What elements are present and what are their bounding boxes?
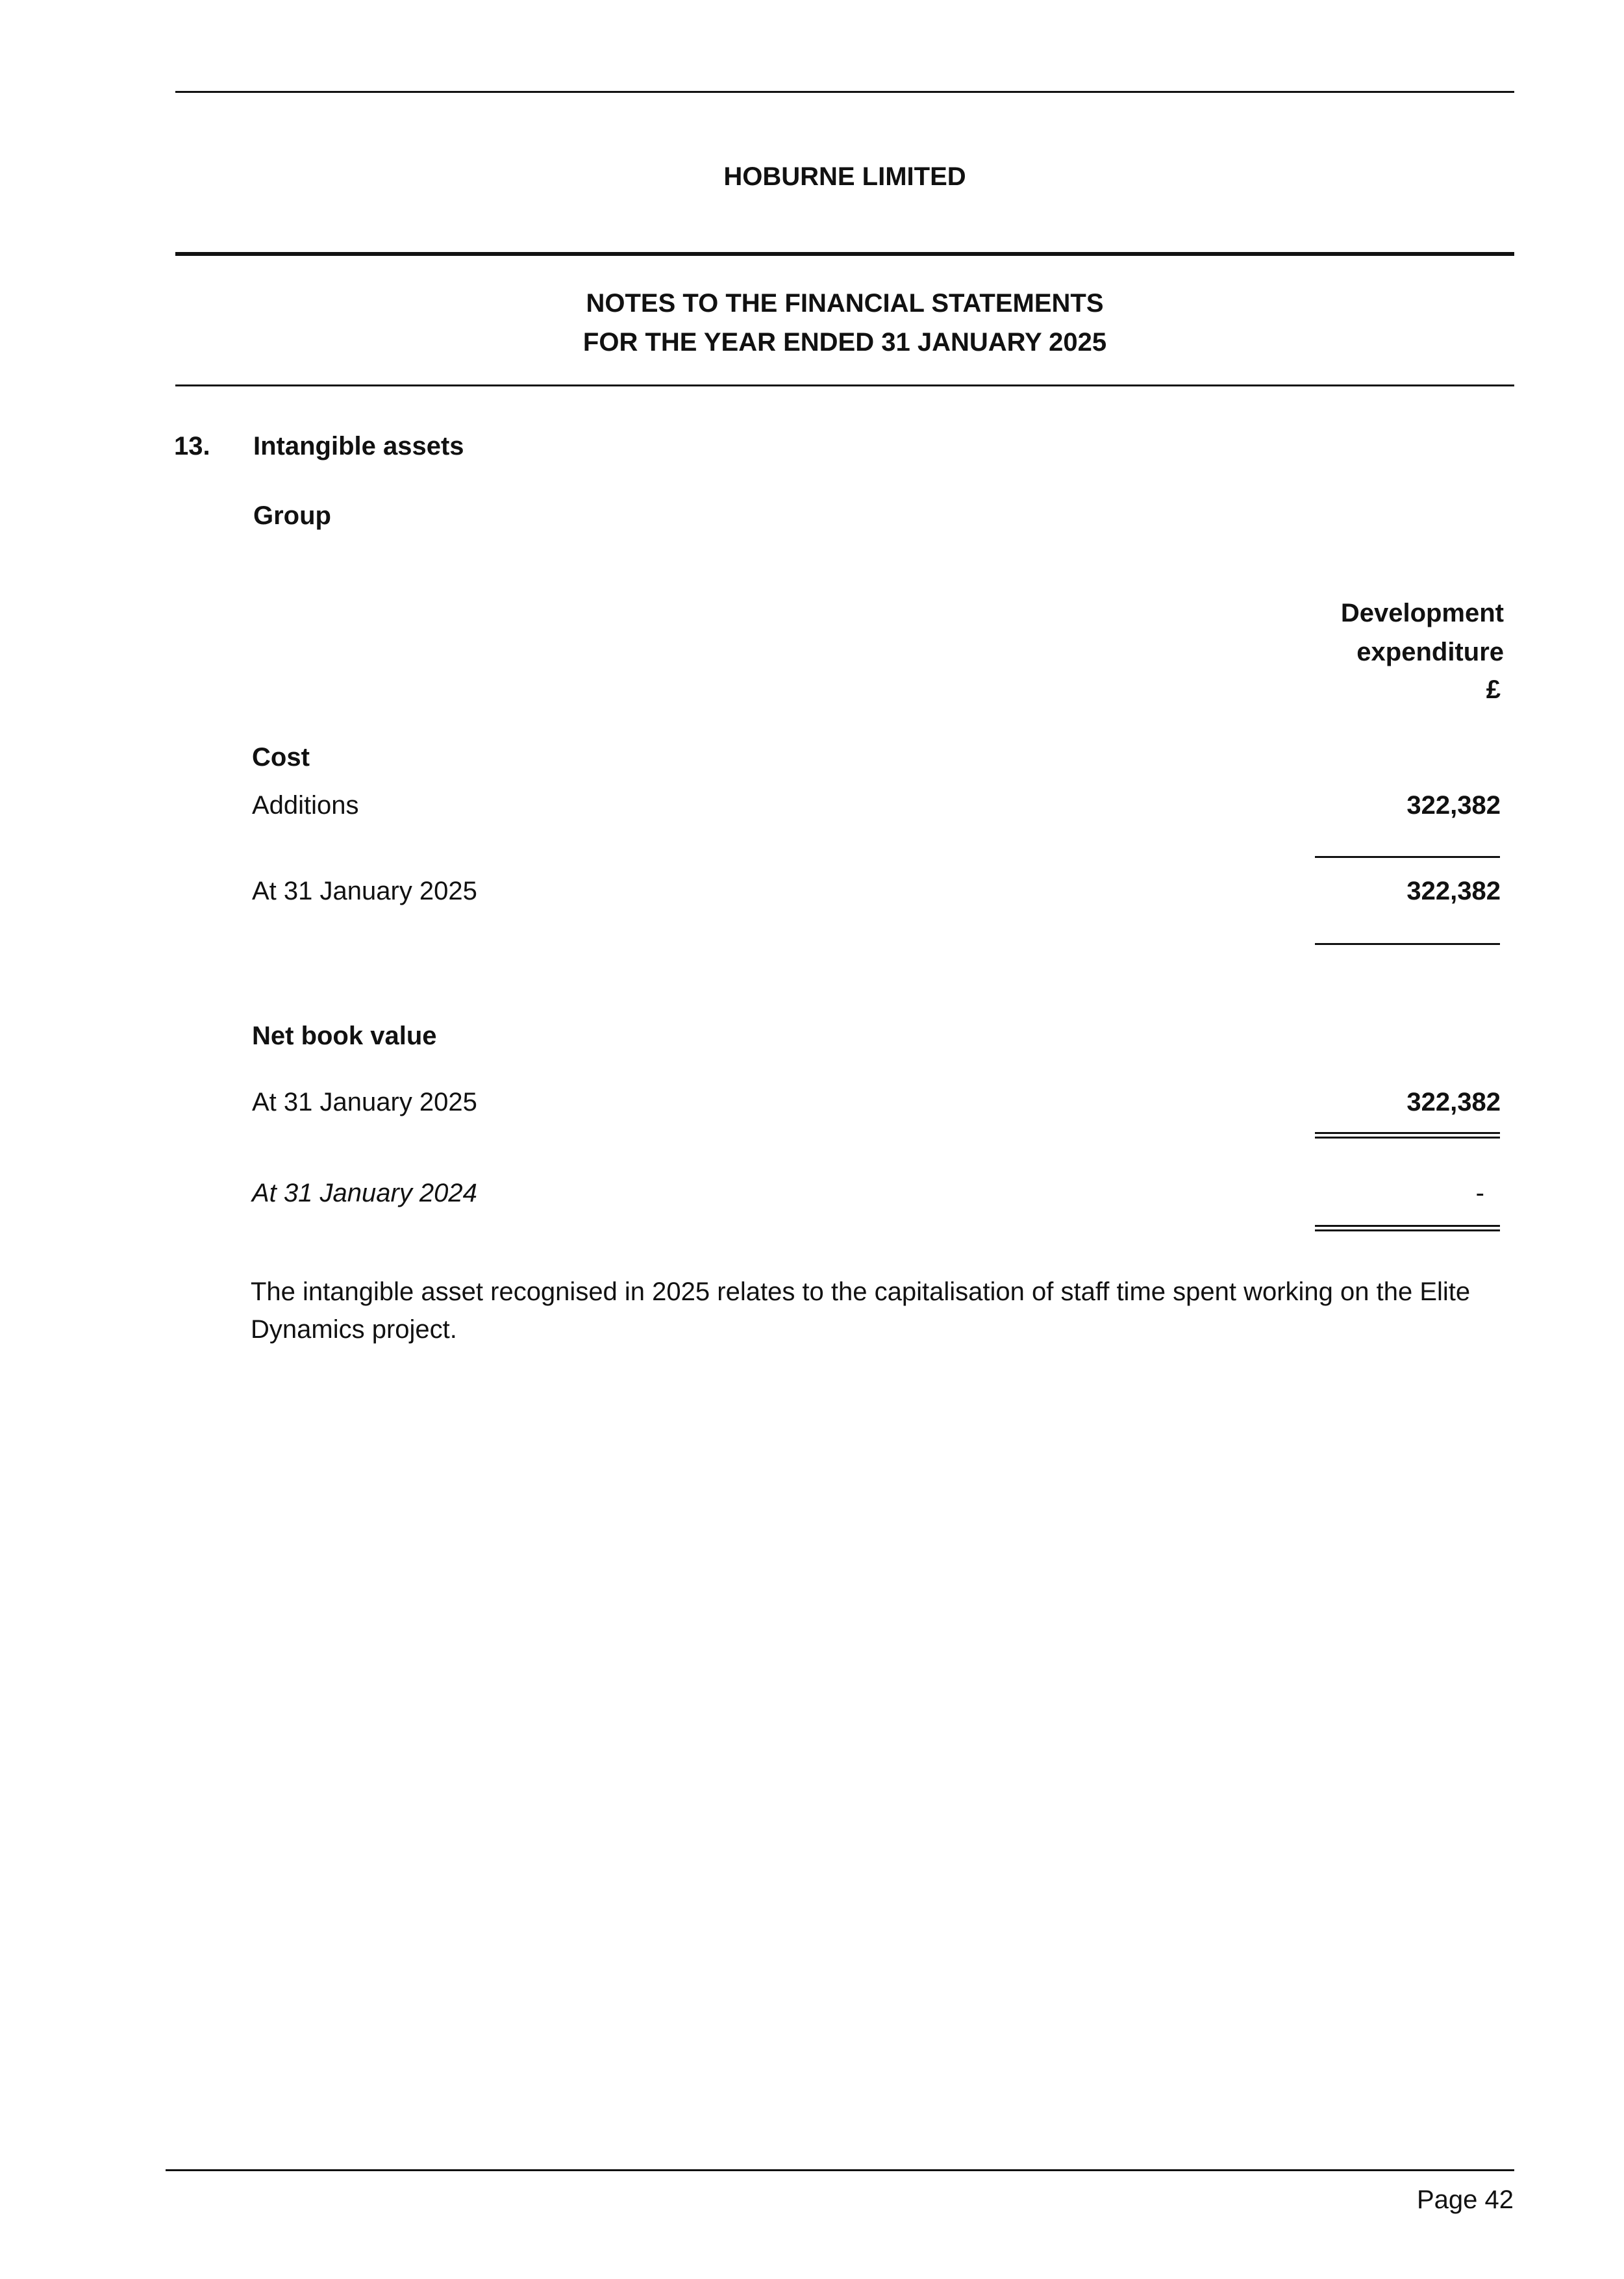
cost-additions-label: Additions — [252, 791, 359, 820]
cost-additions-value: 322,382 — [1406, 791, 1501, 820]
company-name: HOBURNE LIMITED — [723, 162, 966, 191]
note-number: 13. — [174, 432, 210, 460]
footer-rule — [166, 2169, 1514, 2171]
nbv-prior-value: - — [1475, 1179, 1484, 1207]
cost-heading: Cost — [252, 743, 310, 772]
column-header-currency: £ — [1486, 675, 1501, 704]
header-bottom-rule — [175, 384, 1514, 386]
nbv-current-double-rule — [1315, 1132, 1500, 1139]
cost-closing-value: 322,382 — [1406, 877, 1501, 905]
statement-title-line2: FOR THE YEAR ENDED 31 JANUARY 2025 — [582, 328, 1107, 357]
note-paragraph: The intangible asset recognised in 2025 relates to the capitalisation of staff time spent working on the Elite Dynamics project. — [251, 1278, 1471, 1344]
cost-subtotal-rule — [1315, 856, 1500, 858]
nbv-heading: Net book value — [252, 1022, 437, 1050]
top-rule — [175, 91, 1514, 93]
statement-title-line1: NOTES TO THE FINANCIAL STATEMENTS — [586, 289, 1104, 318]
nbv-prior-double-rule — [1315, 1225, 1500, 1231]
cost-total-rule — [1315, 943, 1500, 945]
note-subtitle: Group — [253, 501, 331, 530]
nbv-prior-label: At 31 January 2024 — [252, 1179, 477, 1207]
column-header-line1: Development — [1340, 599, 1504, 627]
nbv-current-value: 322,382 — [1406, 1088, 1501, 1116]
note-title: Intangible assets — [253, 432, 464, 460]
cost-closing-label: At 31 January 2025 — [252, 877, 477, 905]
nbv-current-label: At 31 January 2025 — [252, 1088, 477, 1116]
page-number: Page 42 — [1416, 2185, 1514, 2214]
header-thick-rule — [175, 252, 1514, 256]
column-header-line2: expenditure — [1356, 638, 1504, 666]
